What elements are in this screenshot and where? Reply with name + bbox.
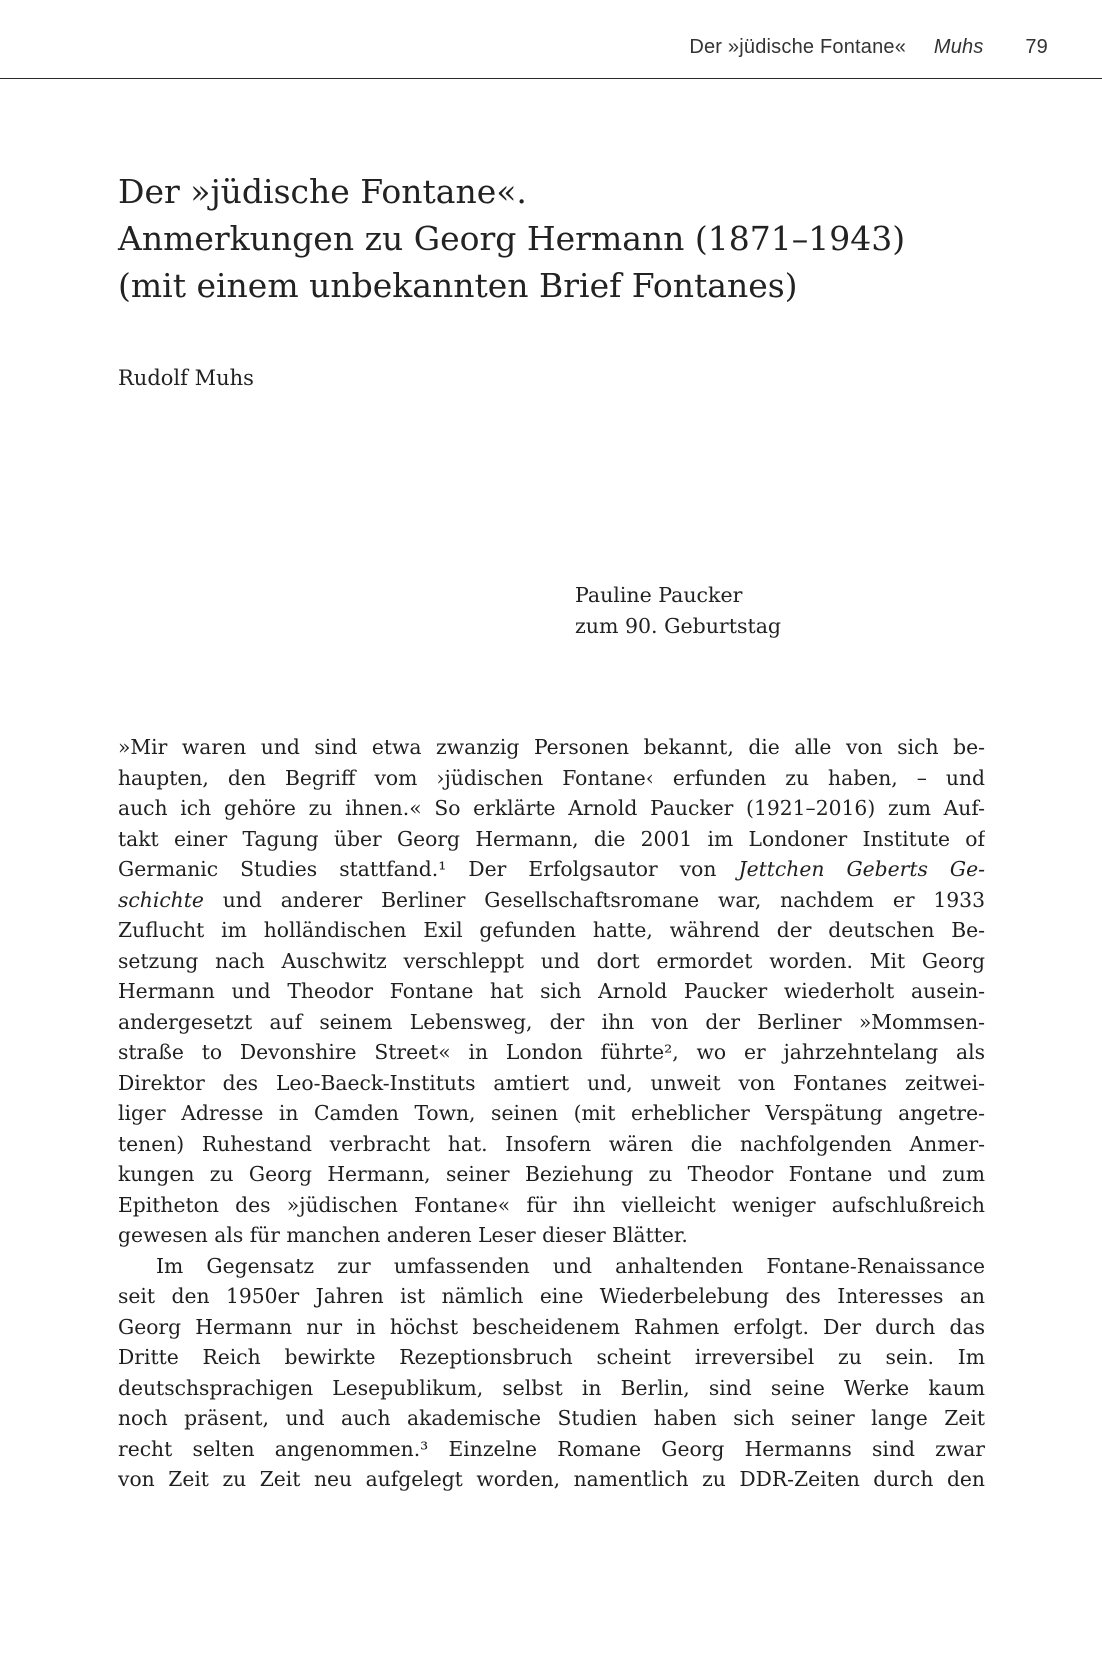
text-line: deutschsprachigen Lesepublikum, selbst in Berlin, sind seine Werke kaum (118, 1375, 985, 1400)
text-line: tenen) Ruhestand verbracht hat. Insofern wären die nachfolgenden Anmer- (118, 1131, 985, 1156)
page-number: 79 (1025, 36, 1048, 58)
article-title (118, 168, 905, 309)
dedication-line: Pauline Paucker (575, 583, 743, 607)
text-segment: Germanic Studies stattfand.¹ Der Erfolgsautor von (118, 857, 739, 881)
title-line: Der »jüdische Fontane«. (118, 172, 527, 211)
text-line: Direktor des Leo-Baeck-Instituts amtiert und, unweit von Fontanes zeitwei- (118, 1070, 985, 1095)
text-line: auch ich gehöre zu ihnen.« So erklärte Arnold Paucker (1921–2016) zum Auf- (118, 796, 985, 820)
text-line: liger Adresse in Camden Town, seinen (mit erheblicher Verspätung angetre- (118, 1101, 985, 1125)
text-line: recht selten angenommen.³ Einzelne Romane Georg Hermanns sind zwar (118, 1436, 985, 1461)
dedication (575, 580, 781, 642)
text-line: Hermann und Theodor Fontane hat sich Arnold Paucker wiederholt ausein- (118, 979, 985, 1003)
text-line: andergesetzt auf seinem Lebensweg, der ihn von der Berliner »Mommsen- (118, 1009, 985, 1034)
book-title-italic: schichte (118, 887, 204, 912)
text-line: setzung nach Auschwitz verschleppt und dort ermordet worden. Mit Georg (118, 948, 985, 973)
text-line (118, 885, 985, 916)
article-author: Rudolf Muhs (118, 366, 254, 390)
text-line: haupten, den Begriff vom ›jüdischen Fontane‹ erfunden zu haben, – und (118, 765, 985, 790)
dedication-line: zum 90. Geburtstag (575, 614, 782, 638)
running-author: Muhs (933, 36, 984, 58)
text-line: kungen zu Georg Hermann, seiner Beziehung zu Theodor Fontane und zum (118, 1162, 985, 1186)
text-line: Epitheton des »jüdischen Fontane« für ihn vielleicht weniger aufschlußreich (118, 1192, 985, 1217)
running-title: Der »jüdische Fontane« (689, 36, 907, 58)
paragraph-1 (118, 732, 985, 1251)
book-title-italic: Jettchen Geberts Ge- (738, 857, 985, 881)
text-line: »Mir waren und sind etwa zwanzig Personen bekannt, die alle von sich be- (118, 735, 985, 759)
paragraph-2 (118, 1251, 985, 1495)
text-line: Zuflucht im holländischen Exil gefunden hatte, während der deutschen Be- (118, 918, 985, 942)
text-line (118, 854, 985, 885)
text-line: seit den 1950er Jahren ist nämlich eine Wiederbelebung des Interesses an (118, 1284, 985, 1308)
text-line: straße to Devonshire Street« in London führte², wo er jahrzehntelang als (118, 1040, 985, 1064)
running-head (689, 36, 1048, 59)
text-line: gewesen als für manchen anderen Leser dieser Blätter. (118, 1223, 688, 1247)
title-line: (mit einem unbekannten Brief Fontanes) (118, 266, 798, 305)
header-rule (0, 78, 1102, 79)
text-line: Im Gegensatz zur umfassenden und anhaltenden Fontane-Renaissance (156, 1253, 985, 1278)
text-line: noch präsent, und auch akademische Studien haben sich seiner lange Zeit (118, 1406, 985, 1430)
text-segment: und anderer Berliner Gesellschaftsromane war, nachdem er 1933 (203, 887, 985, 912)
body-text (118, 732, 985, 1495)
text-line: Dritte Reich bewirkte Rezeptionsbruch scheint irreversibel zu sein. Im (118, 1345, 985, 1369)
text-line: takt einer Tagung über Georg Hermann, die 2001 im Londoner Institute of (118, 826, 985, 851)
title-line: Anmerkungen zu Georg Hermann (1871–1943) (118, 219, 906, 258)
text-line: Georg Hermann nur in höchst bescheidenem Rahmen erfolgt. Der durch das (118, 1314, 985, 1339)
text-line: von Zeit zu Zeit neu aufgelegt worden, namentlich zu DDR-Zeiten durch den (118, 1467, 985, 1491)
